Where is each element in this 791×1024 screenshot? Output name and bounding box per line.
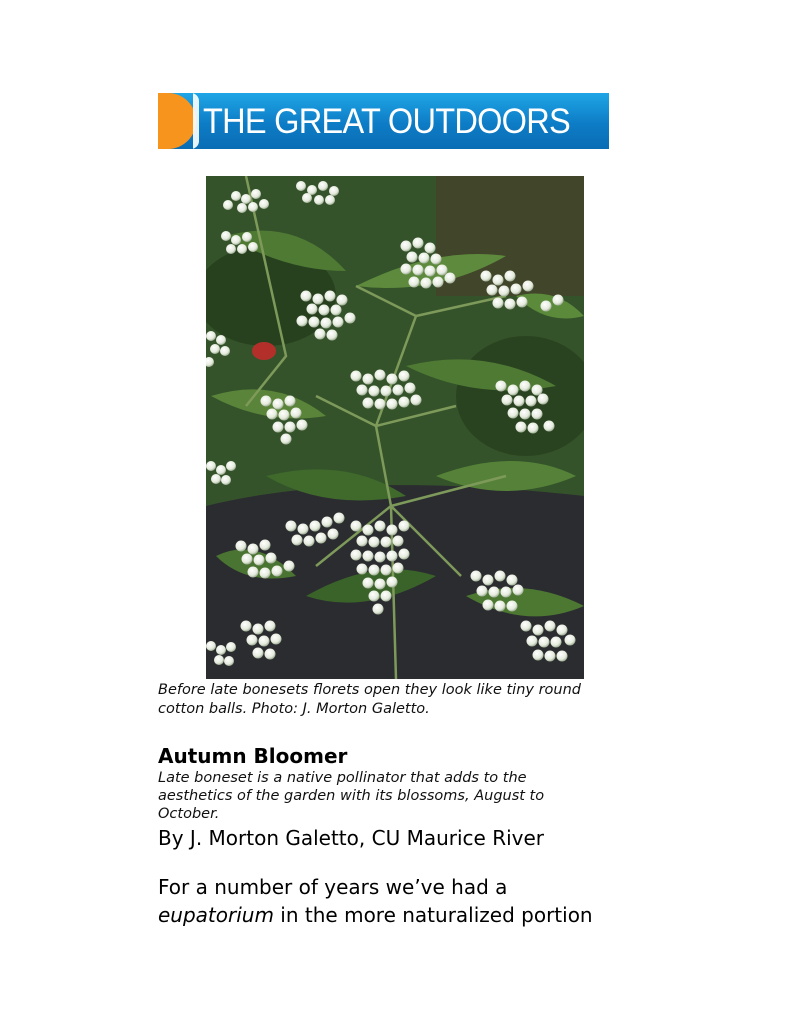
body-text-italic: eupatorium xyxy=(158,903,274,927)
boneset-photo xyxy=(206,176,584,679)
body-text-start: For a number of years we’ve had a xyxy=(158,875,508,899)
article-body xyxy=(158,873,628,929)
body-text-end: in the more naturalized portion xyxy=(273,903,593,927)
orange-sun-shape xyxy=(158,93,196,149)
masthead-banner xyxy=(158,93,609,149)
masthead-title: THE GREAT OUTDOORS xyxy=(203,102,571,141)
article-heading: Autumn Bloomer xyxy=(158,744,348,768)
article-byline: By J. Morton Galetto, CU Maurice River xyxy=(158,826,545,850)
photo-caption: Before late bonesets florets open they look like tiny round cotton balls. Photo: J. Morton Galetto. xyxy=(158,682,581,717)
article-subhead: Late boneset is a native pollinator that adds to the aesthetics of the garden with its blossoms, August to October. xyxy=(158,770,545,822)
boneset-photo-illustration xyxy=(206,176,584,679)
